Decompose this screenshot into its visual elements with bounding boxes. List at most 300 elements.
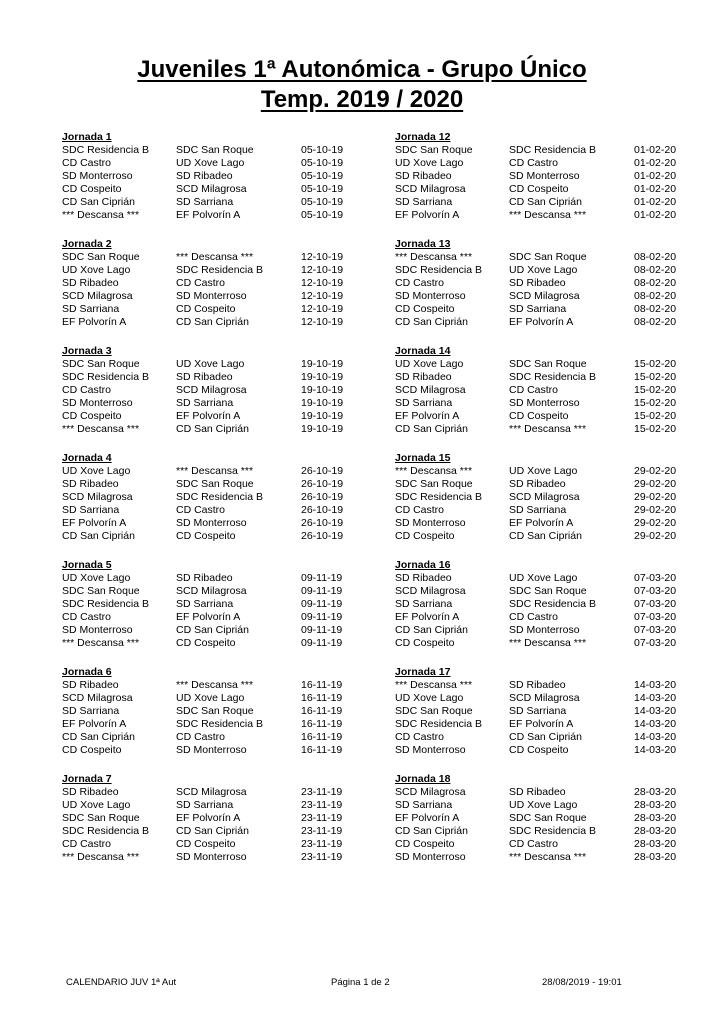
- away-team: CD Cospeito: [509, 744, 569, 756]
- match-row: [395, 718, 715, 731]
- match-row: [395, 478, 715, 491]
- home-team: SCD Milagrosa: [395, 384, 466, 396]
- away-team: CD San Ciprián: [176, 423, 249, 435]
- round-heading: Jornada 17: [395, 666, 451, 678]
- home-team: UD Xove Lago: [62, 572, 131, 584]
- home-team: CD Castro: [62, 611, 112, 623]
- home-team: SDC San Roque: [62, 812, 140, 824]
- match-row: [395, 290, 715, 303]
- away-team: EF Polvorín A: [176, 410, 241, 422]
- match-row: [62, 812, 382, 825]
- match-row: [62, 264, 382, 277]
- match-date: 08-02-20: [634, 251, 677, 263]
- document-title: [0, 56, 724, 84]
- match-date: 01-02-20: [634, 170, 677, 182]
- away-team: CD Castro: [176, 504, 226, 516]
- match-date: 05-10-19: [301, 196, 344, 208]
- away-team: SCD Milagrosa: [509, 491, 580, 503]
- match-row: [395, 157, 715, 170]
- away-team: EF Polvorín A: [176, 812, 241, 824]
- footer-document-name: CALENDARIO JUV 1ª Aut: [66, 977, 177, 988]
- home-team: SD Monterroso: [395, 744, 466, 756]
- away-team: SD Sarriana: [509, 705, 567, 717]
- home-team: SCD Milagrosa: [395, 183, 466, 195]
- match-row: [62, 358, 382, 371]
- away-team: SCD Milagrosa: [176, 384, 247, 396]
- round-block: [62, 238, 382, 342]
- match-date: 29-02-20: [634, 530, 677, 542]
- home-team: *** Descansa ***: [395, 251, 473, 263]
- match-date: 07-03-20: [634, 585, 677, 597]
- home-team: CD Castro: [62, 384, 112, 396]
- match-date: 07-03-20: [634, 572, 677, 584]
- match-date: 14-03-20: [634, 731, 677, 743]
- away-team: SD Monterroso: [509, 170, 580, 182]
- away-team: SDC Residencia B: [509, 825, 596, 837]
- away-team: SCD Milagrosa: [176, 183, 247, 195]
- match-date: 15-02-20: [634, 371, 677, 383]
- away-team: CD San Ciprián: [509, 731, 582, 743]
- round-heading: Jornada 1: [62, 131, 112, 143]
- home-team: *** Descansa ***: [62, 209, 140, 221]
- home-team: SD Ribadeo: [395, 572, 452, 584]
- home-team: SCD Milagrosa: [395, 786, 466, 798]
- match-row: [62, 731, 382, 744]
- home-team: CD Cospeito: [395, 637, 455, 649]
- away-team: UD Xove Lago: [176, 358, 245, 370]
- away-team: CD San Ciprián: [176, 624, 249, 636]
- match-row: [62, 183, 382, 196]
- home-team: *** Descansa ***: [62, 637, 140, 649]
- match-date: 07-03-20: [634, 624, 677, 636]
- match-row: [395, 371, 715, 384]
- home-team: SDC Residencia B: [395, 491, 482, 503]
- away-team: *** Descansa ***: [176, 679, 254, 691]
- round-block: [395, 559, 715, 663]
- home-team: EF Polvorín A: [62, 517, 127, 529]
- away-team: SDC Residencia B: [509, 371, 596, 383]
- round-heading: Jornada 15: [395, 452, 451, 464]
- match-row: [395, 799, 715, 812]
- home-team: SD Sarriana: [395, 799, 453, 811]
- match-date: 23-11-19: [301, 799, 343, 811]
- away-team: SD Ribadeo: [509, 478, 566, 490]
- match-date: 14-03-20: [634, 744, 677, 756]
- match-date: 12-10-19: [301, 316, 344, 328]
- match-date: 26-10-19: [301, 478, 344, 490]
- match-date: 28-03-20: [634, 786, 677, 798]
- away-team: SDC San Roque: [176, 478, 254, 490]
- footer-page-number: Página 1 de 2: [331, 977, 390, 988]
- round-block: [62, 131, 382, 235]
- match-row: [62, 170, 382, 183]
- match-date: 23-11-19: [301, 812, 343, 824]
- match-row: [62, 637, 382, 650]
- match-row: [395, 731, 715, 744]
- home-team: SD Ribadeo: [395, 170, 452, 182]
- match-row: [62, 316, 382, 329]
- home-team: UD Xove Lago: [62, 264, 131, 276]
- home-team: SDC San Roque: [62, 251, 140, 263]
- away-team: SD Monterroso: [509, 624, 580, 636]
- away-team: *** Descansa ***: [509, 637, 587, 649]
- home-team: SD Monterroso: [395, 851, 466, 863]
- away-team: SD Monterroso: [509, 397, 580, 409]
- round-block: [395, 345, 715, 449]
- home-team: SD Monterroso: [395, 290, 466, 302]
- away-team: *** Descansa ***: [176, 465, 254, 477]
- round-heading: Jornada 3: [62, 345, 112, 357]
- match-row: [62, 744, 382, 757]
- match-row: [395, 705, 715, 718]
- match-row: [395, 251, 715, 264]
- match-date: 26-10-19: [301, 517, 344, 529]
- round-heading: Jornada 2: [62, 238, 112, 250]
- round-block: [395, 666, 715, 770]
- match-date: 15-02-20: [634, 358, 677, 370]
- away-team: SDC San Roque: [509, 251, 587, 263]
- match-row: [395, 410, 715, 423]
- away-team: SDC San Roque: [509, 358, 587, 370]
- match-row: [62, 786, 382, 799]
- home-team: UD Xove Lago: [62, 465, 131, 477]
- home-team: EF Polvorín A: [62, 316, 127, 328]
- round-heading: Jornada 14: [395, 345, 451, 357]
- away-team: SD Sarriana: [176, 598, 234, 610]
- home-team: CD Castro: [62, 838, 112, 850]
- match-row: [395, 358, 715, 371]
- match-date: 26-10-19: [301, 465, 344, 477]
- match-row: [395, 144, 715, 157]
- match-date: 09-11-19: [301, 585, 343, 597]
- match-row: [395, 692, 715, 705]
- home-team: SD Ribadeo: [62, 786, 119, 798]
- away-team: CD San Ciprián: [176, 316, 249, 328]
- away-team: SD Sarriana: [509, 504, 567, 516]
- match-date: 09-11-19: [301, 598, 343, 610]
- away-team: CD San Ciprián: [176, 825, 249, 837]
- home-team: CD San Ciprián: [395, 624, 468, 636]
- match-row: [62, 465, 382, 478]
- match-row: [395, 530, 715, 543]
- match-date: 05-10-19: [301, 144, 344, 156]
- home-team: SDC Residencia B: [62, 598, 149, 610]
- match-date: 05-10-19: [301, 183, 344, 195]
- home-team: *** Descansa ***: [62, 423, 140, 435]
- home-team: SD Sarriana: [395, 598, 453, 610]
- home-team: SDC Residencia B: [62, 825, 149, 837]
- match-date: 28-03-20: [634, 825, 677, 837]
- home-team: SDC San Roque: [395, 144, 473, 156]
- match-row: [395, 423, 715, 436]
- match-date: 29-02-20: [634, 478, 677, 490]
- match-row: [62, 799, 382, 812]
- away-team: SDC Residencia B: [509, 144, 596, 156]
- round-heading: Jornada 6: [62, 666, 112, 678]
- match-row: [62, 144, 382, 157]
- round-block: [395, 452, 715, 556]
- away-team: UD Xove Lago: [176, 157, 245, 169]
- home-team: UD Xove Lago: [395, 692, 464, 704]
- match-date: 19-10-19: [301, 358, 344, 370]
- away-team: SD Ribadeo: [176, 170, 233, 182]
- round-block: [395, 238, 715, 342]
- match-date: 09-11-19: [301, 637, 343, 649]
- away-team: CD Castro: [509, 838, 559, 850]
- away-team: UD Xove Lago: [509, 465, 578, 477]
- away-team: UD Xove Lago: [509, 264, 578, 276]
- match-date: 01-02-20: [634, 144, 677, 156]
- home-team: SD Monterroso: [62, 170, 133, 182]
- home-team: EF Polvorín A: [395, 209, 460, 221]
- match-date: 01-02-20: [634, 209, 677, 221]
- round-heading: Jornada 7: [62, 773, 112, 785]
- right-rounds-column: [395, 128, 715, 877]
- home-team: CD Castro: [62, 157, 112, 169]
- match-row: [62, 384, 382, 397]
- away-team: *** Descansa ***: [509, 209, 587, 221]
- match-date: 16-11-19: [301, 731, 343, 743]
- away-team: SD Sarriana: [176, 196, 234, 208]
- round-block: [395, 773, 715, 877]
- match-date: 07-03-20: [634, 611, 677, 623]
- match-row: [395, 465, 715, 478]
- match-row: [395, 517, 715, 530]
- home-team: CD Cospeito: [395, 303, 455, 315]
- match-row: [395, 572, 715, 585]
- match-row: [62, 491, 382, 504]
- home-team: *** Descansa ***: [395, 679, 473, 691]
- match-row: [395, 838, 715, 851]
- away-team: UD Xove Lago: [176, 692, 245, 704]
- match-date: 28-03-20: [634, 799, 677, 811]
- match-date: 12-10-19: [301, 251, 344, 263]
- match-date: 28-03-20: [634, 812, 677, 824]
- home-team: CD Castro: [395, 731, 445, 743]
- away-team: EF Polvorín A: [509, 316, 574, 328]
- match-row: [62, 598, 382, 611]
- home-team: CD San Ciprián: [395, 423, 468, 435]
- away-team: UD Xove Lago: [509, 572, 578, 584]
- away-team: SD Monterroso: [176, 744, 247, 756]
- home-team: SDC Residencia B: [395, 718, 482, 730]
- home-team: SCD Milagrosa: [395, 585, 466, 597]
- match-row: [395, 611, 715, 624]
- left-rounds-column: [62, 128, 382, 877]
- match-row: [62, 251, 382, 264]
- match-date: 08-02-20: [634, 264, 677, 276]
- away-team: *** Descansa ***: [509, 851, 587, 863]
- match-date: 19-10-19: [301, 384, 344, 396]
- match-row: [62, 705, 382, 718]
- home-team: CD San Ciprián: [62, 196, 135, 208]
- home-team: UD Xove Lago: [62, 799, 131, 811]
- away-team: EF Polvorín A: [509, 718, 574, 730]
- away-team: CD Cospeito: [509, 410, 569, 422]
- match-date: 26-10-19: [301, 530, 344, 542]
- match-row: [395, 303, 715, 316]
- home-team: SDC San Roque: [62, 585, 140, 597]
- away-team: SCD Milagrosa: [176, 786, 247, 798]
- home-team: SCD Milagrosa: [62, 491, 133, 503]
- away-team: CD San Ciprián: [509, 196, 582, 208]
- match-date: 14-03-20: [634, 705, 677, 717]
- match-date: 01-02-20: [634, 183, 677, 195]
- home-team: SDC San Roque: [395, 478, 473, 490]
- home-team: SD Ribadeo: [62, 478, 119, 490]
- match-date: 15-02-20: [634, 410, 677, 422]
- match-date: 08-02-20: [634, 277, 677, 289]
- match-row: [62, 851, 382, 864]
- away-team: SCD Milagrosa: [509, 290, 580, 302]
- home-team: SD Sarriana: [395, 196, 453, 208]
- match-row: [62, 572, 382, 585]
- home-team: *** Descansa ***: [395, 465, 473, 477]
- round-heading: Jornada 18: [395, 773, 451, 785]
- home-team: CD San Ciprián: [395, 825, 468, 837]
- match-row: [395, 491, 715, 504]
- match-row: [62, 196, 382, 209]
- away-team: CD Castro: [176, 731, 226, 743]
- match-row: [395, 183, 715, 196]
- match-row: [62, 423, 382, 436]
- away-team: SDC Residencia B: [509, 598, 596, 610]
- match-row: [62, 838, 382, 851]
- match-date: 23-11-19: [301, 786, 343, 798]
- match-row: [62, 504, 382, 517]
- match-date: 19-10-19: [301, 397, 344, 409]
- home-team: CD Cospeito: [62, 410, 122, 422]
- home-team: SD Monterroso: [395, 517, 466, 529]
- match-row: [395, 397, 715, 410]
- match-row: [395, 679, 715, 692]
- home-team: SD Sarriana: [62, 303, 120, 315]
- match-row: [395, 624, 715, 637]
- home-team: SD Sarriana: [62, 504, 120, 516]
- match-date: 05-10-19: [301, 209, 344, 221]
- home-team: SD Ribadeo: [395, 371, 452, 383]
- away-team: CD Cospeito: [176, 530, 236, 542]
- home-team: CD Cospeito: [395, 530, 455, 542]
- match-row: [395, 316, 715, 329]
- match-row: [62, 585, 382, 598]
- match-row: [62, 478, 382, 491]
- home-team: CD Cospeito: [62, 744, 122, 756]
- match-date: 16-11-19: [301, 679, 343, 691]
- home-team: SDC Residencia B: [395, 264, 482, 276]
- round-heading: Jornada 13: [395, 238, 451, 250]
- match-row: [62, 530, 382, 543]
- match-date: 15-02-20: [634, 384, 677, 396]
- home-team: SD Ribadeo: [62, 277, 119, 289]
- away-team: CD Castro: [509, 384, 559, 396]
- match-row: [395, 209, 715, 222]
- away-team: SDC Residencia B: [176, 718, 263, 730]
- away-team: SD Ribadeo: [509, 277, 566, 289]
- match-date: 08-02-20: [634, 303, 677, 315]
- match-date: 23-11-19: [301, 851, 343, 863]
- match-date: 28-03-20: [634, 851, 677, 863]
- home-team: SCD Milagrosa: [62, 692, 133, 704]
- away-team: SD Ribadeo: [509, 679, 566, 691]
- away-team: UD Xove Lago: [509, 799, 578, 811]
- away-team: CD Cospeito: [509, 183, 569, 195]
- away-team: SD Monterroso: [176, 517, 247, 529]
- home-team: SDC San Roque: [395, 705, 473, 717]
- home-team: EF Polvorín A: [62, 718, 127, 730]
- match-date: 19-10-19: [301, 410, 344, 422]
- match-date: 23-11-19: [301, 838, 343, 850]
- home-team: UD Xove Lago: [395, 157, 464, 169]
- home-team: SDC Residencia B: [62, 144, 149, 156]
- match-row: [395, 585, 715, 598]
- match-date: 12-10-19: [301, 277, 344, 289]
- match-date: 07-03-20: [634, 598, 677, 610]
- match-date: 29-02-20: [634, 517, 677, 529]
- match-row: [62, 718, 382, 731]
- match-date: 12-10-19: [301, 290, 344, 302]
- match-row: [395, 812, 715, 825]
- match-row: [395, 264, 715, 277]
- away-team: SCD Milagrosa: [176, 585, 247, 597]
- match-date: 29-02-20: [634, 491, 677, 503]
- away-team: EF Polvorín A: [509, 517, 574, 529]
- match-row: [62, 157, 382, 170]
- away-team: *** Descansa ***: [509, 423, 587, 435]
- away-team: CD Cospeito: [176, 303, 236, 315]
- home-team: SD Sarriana: [62, 705, 120, 717]
- away-team: SD Sarriana: [509, 303, 567, 315]
- home-team: CD San Ciprián: [395, 316, 468, 328]
- home-team: CD Castro: [395, 504, 445, 516]
- match-date: 14-03-20: [634, 718, 677, 730]
- match-row: [62, 371, 382, 384]
- round-heading: Jornada 5: [62, 559, 112, 571]
- match-date: 19-10-19: [301, 371, 344, 383]
- away-team: CD Cospeito: [176, 838, 236, 850]
- match-date: 26-10-19: [301, 491, 344, 503]
- match-date: 08-02-20: [634, 290, 677, 302]
- away-team: EF Polvorín A: [176, 611, 241, 623]
- round-heading: Jornada 12: [395, 131, 451, 143]
- away-team: SDC San Roque: [509, 585, 587, 597]
- match-date: 05-10-19: [301, 157, 344, 169]
- match-date: 01-02-20: [634, 157, 677, 169]
- round-heading: Jornada 4: [62, 452, 112, 464]
- home-team: SDC San Roque: [62, 358, 140, 370]
- away-team: CD Castro: [176, 277, 226, 289]
- season-title: [0, 86, 724, 114]
- footer-timestamp: 28/08/2019 - 19:01: [542, 977, 622, 988]
- match-row: [62, 679, 382, 692]
- match-row: [62, 692, 382, 705]
- home-team: SDC Residencia B: [62, 371, 149, 383]
- match-row: [395, 598, 715, 611]
- home-team: CD Cospeito: [62, 183, 122, 195]
- match-row: [395, 744, 715, 757]
- match-row: [395, 851, 715, 864]
- match-date: 16-11-19: [301, 705, 343, 717]
- title-text: Juveniles 1ª Autonómica - Grupo Único: [137, 56, 587, 83]
- match-row: [395, 196, 715, 209]
- match-row: [395, 786, 715, 799]
- match-date: 12-10-19: [301, 303, 344, 315]
- match-date: 08-02-20: [634, 316, 677, 328]
- away-team: EF Polvorín A: [176, 209, 241, 221]
- round-block: [62, 666, 382, 770]
- match-date: 07-03-20: [634, 637, 677, 649]
- match-row: [395, 825, 715, 838]
